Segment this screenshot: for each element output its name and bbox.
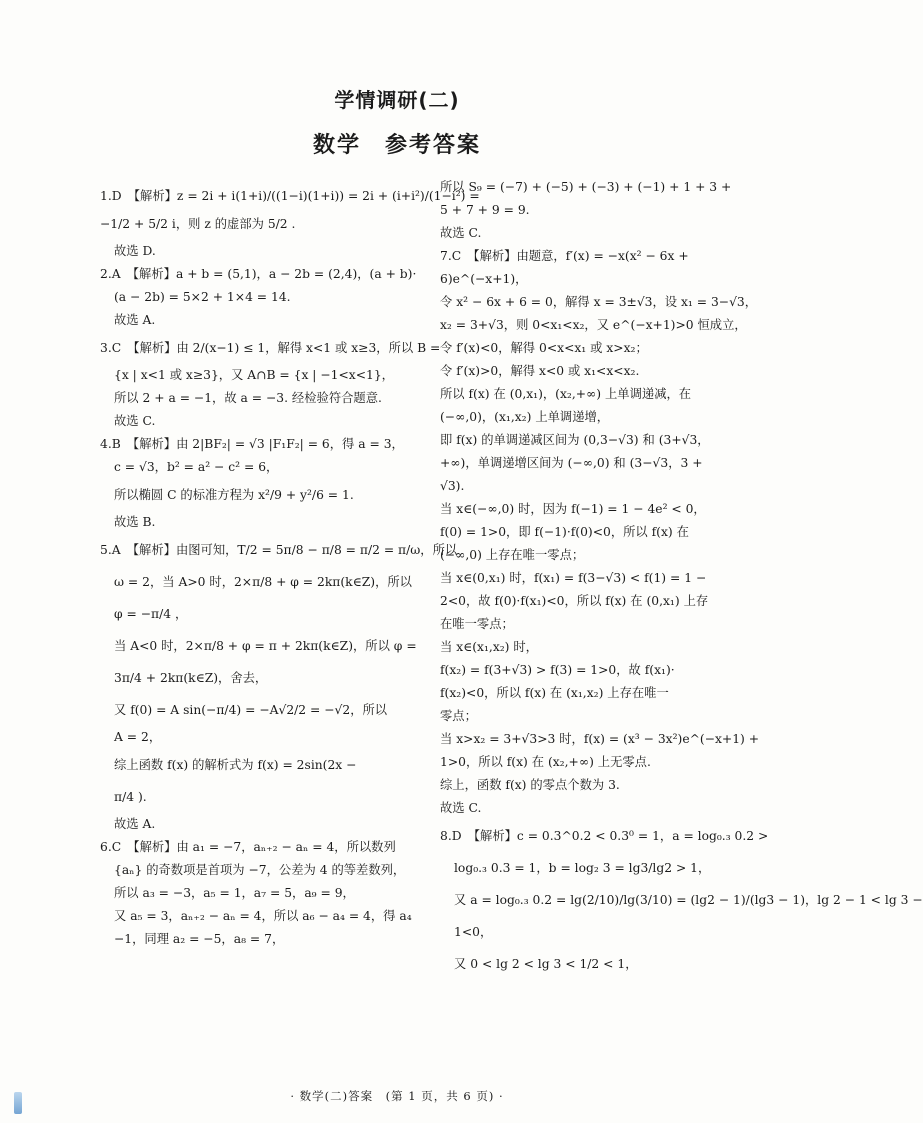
answer-line: 6.C 【解析】由 a₁ = −7，aₙ₊₂ − aₙ = 4，所以数列 [100,840,396,854]
answer-line: 所以 f(x) 在 (0,x₁)，(x₂,+∞) 上单调递减，在 [440,387,692,401]
answer-line: 5.A 【解析】由图可知，T/2 = 5π/8 − π/8 = π/2 = π/ω，所以 [100,543,458,557]
answer-line: 又 a = log₀.₃ 0.2 = lg(2/10)/lg(3/10) = (lg2 − 1)/(lg3 − 1)，lg 2 − 1 < lg 3 − [454,893,923,907]
answer-line: 又 f(0) = A sin(−π/4) = −A√2/2 = −√2，所以 [114,703,388,717]
answer-line: (a − 2b) = 5×2 + 1×4 = 14. [114,290,291,304]
answer-line: c = √3，b² = a² − c² = 6， [114,460,279,474]
answer-line: −1/2 + 5/2 i，则 z 的虚部为 5/2 . [100,217,296,231]
answer-line: 在唯一零点； [440,617,514,631]
scan-edge-mark [14,1092,22,1114]
answer-line: 故选 C. [440,801,482,815]
answer-line: +∞)，单调递增区间为 (−∞,0) 和 (3−√3，3 + [440,456,703,470]
answer-line: 1>0，所以 f(x) 在 (x₂,+∞) 上无零点. [440,755,651,769]
answer-line: 所以 a₃ = −3，a₅ = 1，a₇ = 5，a₉ = 9， [114,886,355,900]
answer-line: 当 x∈(0,x₁) 时，f(x₁) = f(3−√3) < f(1) = 1 − [440,571,707,585]
answer-line: 所以 2 + a = −1，故 a = −3. 经检验符合题意. [114,391,382,405]
answer-line: 当 x∈(x₁,x₂) 时， [440,640,538,654]
answer-line: (−∞,0)，(x₁,x₂) 上单调递增， [440,410,610,424]
answer-line: 7.C 【解析】由题意，f′(x) = −x(x² − 6x + [440,249,689,263]
answer-line: ω = 2，当 A>0 时，2×π/8 + φ = 2kπ(k∈Z)，所以 [114,575,412,589]
answer-line: 令 x² − 6x + 6 = 0，解得 x = 3±√3，设 x₁ = 3−√3， [440,295,758,309]
answer-line: 2<0，故 f(0)·f(x₁)<0，所以 f(x) 在 (0,x₁) 上存 [440,594,709,608]
answer-line: 故选 A. [114,313,156,327]
answer-line: 令 f′(x)>0，解得 x<0 或 x₁<x<x₂. [440,364,640,378]
answer-line: 即 f(x) 的单调递减区间为 (0,3−√3) 和 (3+√3， [440,433,710,447]
answer-line: 当 x∈(−∞,0) 时，因为 f(−1) = 1 − 4e² < 0， [440,502,706,516]
page-footer: · 数学(二)答案 (第 1 页，共 6 页) · [290,1089,504,1103]
answer-line: 故选 C. [114,414,156,428]
answer-line: 4.B 【解析】由 2|BF₂| = √3 |F₁F₂| = 6，得 a = 3， [100,437,404,451]
answer-line: 1.D 【解析】z = 2i + i(1+i)/((1−i)(1+i)) = 2i + (i+i²)/(1−i²) = [100,189,480,203]
answer-line: φ = −π/4 ， [114,607,188,621]
answer-line: 令 f′(x)<0，解得 0<x<x₁ 或 x>x₂； [440,341,648,355]
answer-line: √3). [440,479,465,493]
answer-line: 3π/4 + 2kπ(k∈Z)，舍去， [114,671,268,685]
answer-line: (−∞,0) 上存在唯一零点； [440,548,585,562]
answer-line: 故选 B. [114,515,156,529]
answer-line: 2.A 【解析】a + b = (5,1)，a − 2b = (2,4)，(a + b)· [100,267,417,281]
answer-line: f(x₂)<0，所以 f(x) 在 (x₁,x₂) 上存在唯一 [440,686,669,700]
answer-line: log₀.₃ 0.3 = 1，b = log₂ 3 = lg3/lg2 > 1， [454,861,711,875]
answer-line: 当 A<0 时，2×π/8 + φ = π + 2kπ(k∈Z)，所以 φ = [114,639,417,653]
answer-line: 故选 D. [114,244,156,258]
answer-line: 所以 S₉ = (−7) + (−5) + (−3) + (−1) + 1 + 3 + [440,180,732,194]
answer-line: 故选 A. [114,817,156,831]
page-subtitle: 数学 参考答案 [312,133,481,158]
answer-line: 又 0 < lg 2 < lg 3 < 1/2 < 1， [454,957,638,971]
answer-line: 当 x>x₂ = 3+√3>3 时，f(x) = (x³ − 3x²)e^(−x+1) + [440,732,760,746]
answer-line: {aₙ} 的奇数项是首项为 −7，公差为 4 的等差数列， [114,863,406,877]
answer-line: 综上，函数 f(x) 的零点个数为 3. [440,778,620,792]
answer-line: 8.D 【解析】c = 0.3^0.2 < 0.3⁰ = 1，a = log₀.₃ 0.2 > [440,829,769,843]
answer-line: 又 a₅ = 3，aₙ₊₂ − aₙ = 4，所以 a₆ − a₄ = 4，得 a₄ [114,909,412,923]
answer-line: f(0) = 1>0，即 f(−1)·f(0)<0，所以 f(x) 在 [440,525,689,539]
answer-line: −1，同理 a₂ = −5，a₈ = 7， [114,932,285,946]
answer-line: 6)e^(−x+1)， [440,272,528,286]
answer-line: 综上函数 f(x) 的解析式为 f(x) = 2sin(2x − [114,758,357,772]
answer-line: A = 2， [114,730,162,744]
answer-line: π/4 ). [114,790,147,804]
right-answer-column [440,176,923,980]
answer-line: 零点； [440,709,477,723]
page-title: 学情调研(二) [334,88,460,112]
answer-line: 3.C 【解析】由 2/(x−1) ≤ 1，解得 x<1 或 x≥3，所以 B = [100,341,441,355]
answer-line: 1<0， [454,925,493,939]
answer-line: 所以椭圆 C 的标准方程为 x²/9 + y²/6 = 1. [114,488,354,502]
answer-line: 5 + 7 + 9 = 9. [440,203,530,217]
answer-line: f(x₂) = f(3+√3) > f(3) = 1>0，故 f(x₁)· [440,663,675,677]
answer-line: x₂ = 3+√3，则 0<x₁<x₂，又 e^(−x+1)>0 恒成立， [440,318,747,332]
answer-line: 故选 C. [440,226,482,240]
answer-line: {x | x<1 或 x≥3}，又 A∩B = {x | −1<x<1}， [114,368,394,382]
